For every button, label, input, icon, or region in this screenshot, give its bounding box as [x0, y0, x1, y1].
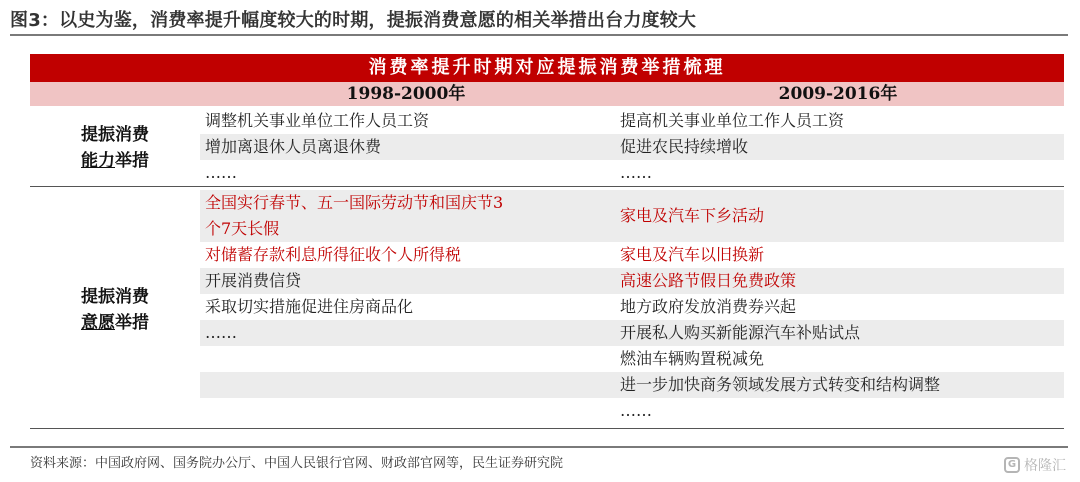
column-header-1998-2000: 1998-2000年 [200, 82, 612, 106]
table-cell: …… [205, 323, 237, 342]
table-cell: 燃油车辆购置税减免 [620, 349, 765, 368]
table-cell: 家电及汽车以旧换新 [620, 245, 765, 264]
category-rest-text: 举措 [115, 151, 149, 171]
figure-title: 图3：以史为鉴，消费率提升幅度较大的时期，提振消费意愿的相关举措出台力度较大 [10, 10, 697, 31]
column-header-2009-2016: 2009-2016年 [612, 82, 1064, 106]
category-ability [40, 122, 190, 174]
category-line-2 [40, 310, 190, 336]
logo-icon: G [1004, 457, 1020, 473]
table-title-banner: 消费率提升时期对应提振消费举措梳理 [30, 54, 1064, 82]
watermark-text: 格隆汇 [1024, 458, 1066, 474]
table-cell: 采取切实措施促进住房商品化 [205, 297, 414, 316]
category-rest-text: 举措 [115, 313, 149, 333]
table-cell: 对储蓄存款利息所得征收个人所得税 [205, 245, 462, 264]
table-cell: 提高机关事业单位工作人员工资 [620, 111, 845, 130]
table-cell: 增加离退休人员离退休费 [205, 137, 382, 156]
table-cell: …… [620, 163, 652, 182]
table-cell: 地方政府发放消费券兴起 [620, 297, 797, 316]
table-cell: 家电及汽车下乡活动 [620, 206, 765, 225]
table-cell: 全国实行春节、五一国际劳动节和国庆节3 [205, 193, 504, 212]
table-cell: 高速公路节假日免费政策 [620, 271, 797, 290]
table-cell: 开展消费信贷 [205, 271, 302, 290]
category-underlined-text: 能力 [81, 151, 115, 171]
category-line-2 [40, 148, 190, 174]
table-cell: 开展私人购买新能源汽车补贴试点 [620, 323, 861, 342]
table-cell: 调整机关事业单位工作人员工资 [205, 111, 430, 130]
category-line-1: 提振消费 [81, 125, 149, 145]
table-bottom-divider [30, 428, 1064, 429]
table-cell: 进一步加快商务领域发展方式转变和结构调整 [620, 375, 941, 394]
table-cell: …… [205, 163, 237, 182]
table-cell: 促进农民持续增收 [620, 137, 749, 156]
category-underlined-text: 意愿 [81, 313, 115, 333]
table-cell: 个7天长假 [205, 219, 280, 238]
watermark-logo [1004, 455, 1066, 475]
footer-divider [10, 446, 1068, 448]
source-note: 资料来源：中国政府网、国务院办公厅、中国人民银行官网、财政部官网等，民生证券研究院 [30, 456, 564, 471]
title-divider [10, 34, 1068, 36]
header-blank-cell [30, 82, 200, 106]
category-willingness [40, 284, 190, 336]
section-divider [30, 186, 1064, 187]
category-line-1: 提振消费 [81, 287, 149, 307]
table-cell: …… [620, 401, 652, 420]
